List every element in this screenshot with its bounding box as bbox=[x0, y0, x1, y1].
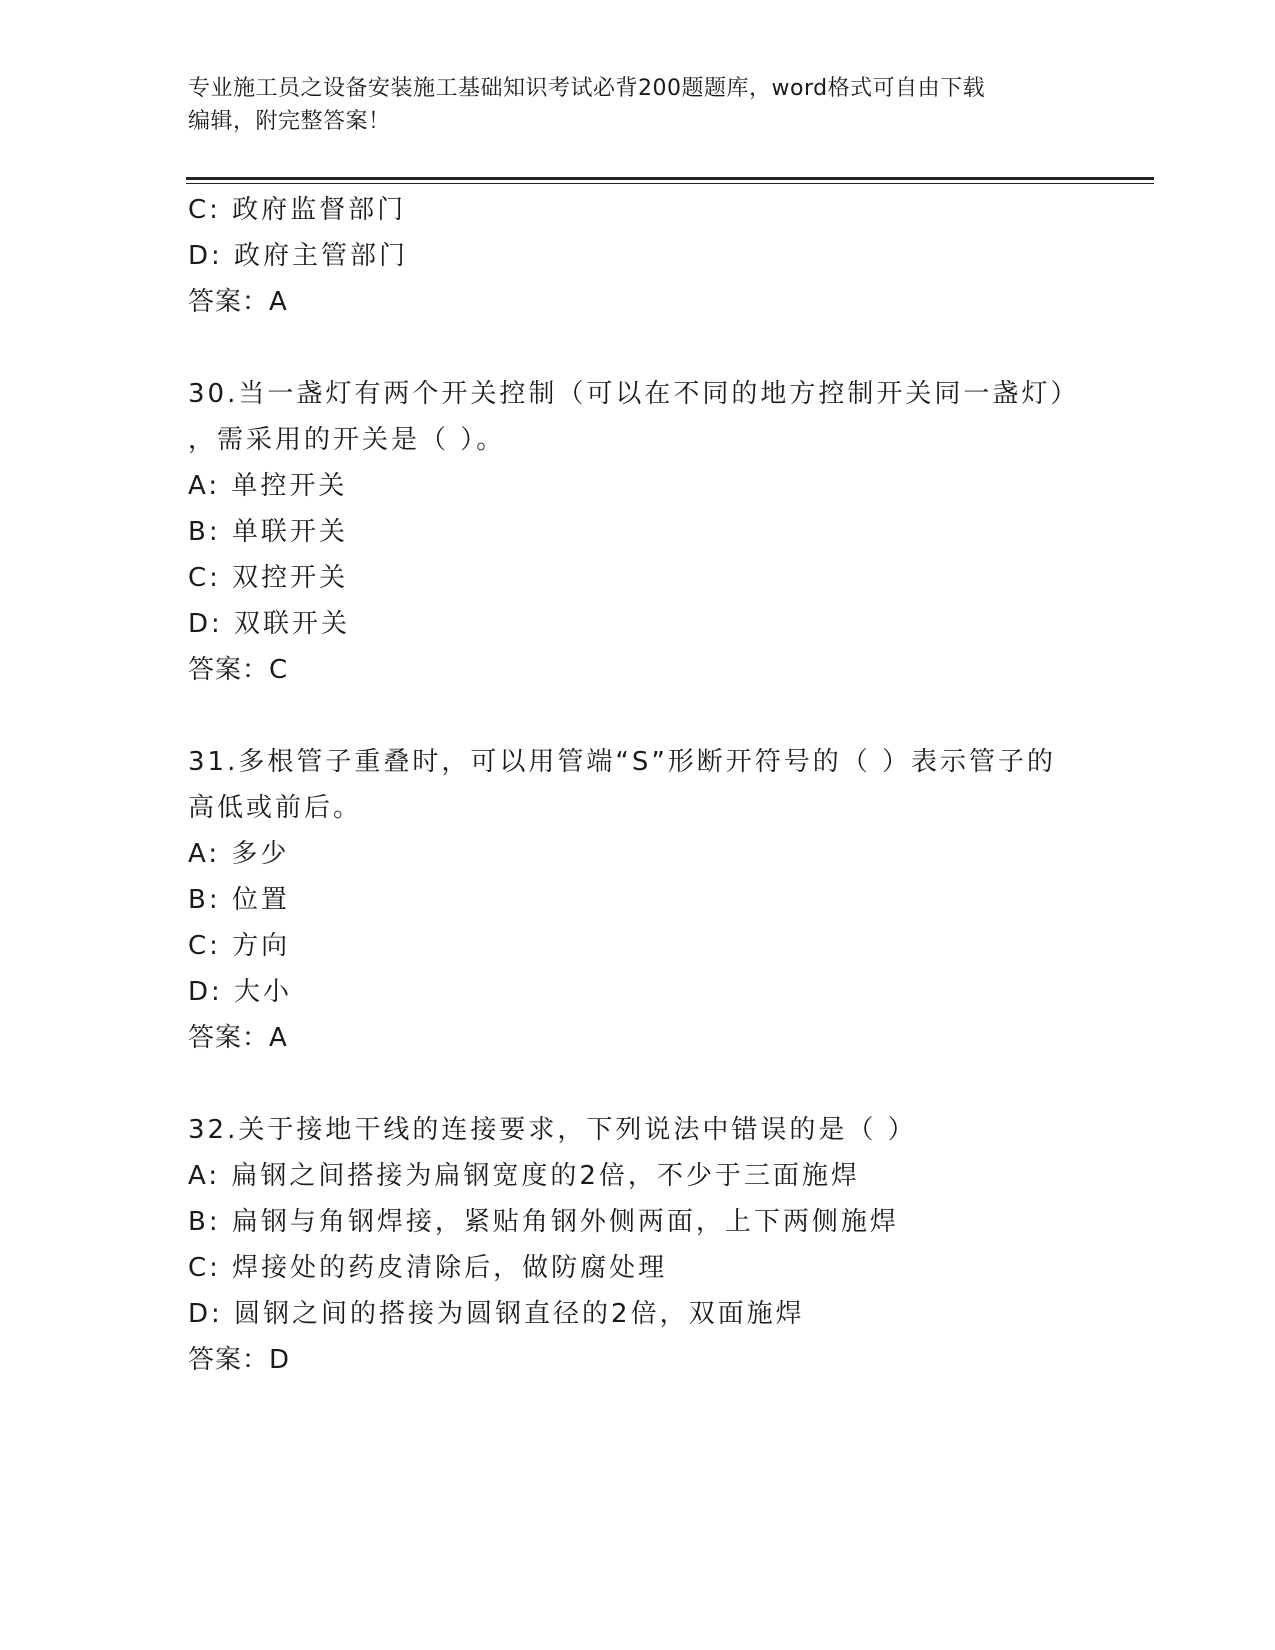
option-b: B: 扁钢与角钢焊接，紧贴角钢外侧两面，上下两侧施焊 bbox=[188, 1207, 899, 1237]
option-a: A: 扁钢之间搭接为扁钢宽度的2倍，不少于三面施焊 bbox=[188, 1161, 860, 1191]
header-line-2: 编辑，附完整答案！ bbox=[188, 109, 391, 134]
question-list bbox=[188, 187, 1148, 1383]
option-d: D: 双联开关 bbox=[188, 609, 351, 639]
question-text: 高低或前后。 bbox=[188, 793, 363, 823]
question-text: 31.多根管子重叠时，可以用管端“S”形断开符号的（ ）表示管子的 bbox=[188, 747, 1057, 777]
answer: 答案：A bbox=[188, 1023, 288, 1053]
answer: 答案：D bbox=[188, 1345, 291, 1375]
prev-question bbox=[188, 187, 1148, 325]
option-a: A: 多少 bbox=[188, 839, 290, 869]
question-30 bbox=[188, 371, 1148, 693]
answer: 答案：C bbox=[188, 655, 289, 685]
question-32 bbox=[188, 1107, 1148, 1383]
document-header bbox=[188, 72, 1088, 138]
option-b: B: 位置 bbox=[188, 885, 290, 915]
header-rule-thick bbox=[186, 177, 1154, 180]
option-a: A: 单控开关 bbox=[188, 471, 348, 501]
question-31 bbox=[188, 739, 1148, 1061]
option-c: C: 双控开关 bbox=[188, 563, 349, 593]
option-d: D: 大小 bbox=[188, 977, 293, 1007]
option-c: C: 焊接处的药皮清除后，做防腐处理 bbox=[188, 1253, 668, 1283]
option-b: B: 单联开关 bbox=[188, 517, 348, 547]
option-d: D: 圆钢之间的搭接为圆钢直径的2倍，双面施焊 bbox=[188, 1299, 805, 1329]
option-d: D: 政府主管部门 bbox=[188, 241, 409, 271]
header-rule-thin bbox=[186, 183, 1154, 184]
header-line-1: 专业施工员之设备安装施工基础知识考试必背200题题库，word格式可自由下载 bbox=[188, 76, 986, 101]
question-text: ，需采用的开关是（ ）。 bbox=[188, 425, 506, 455]
answer: 答案：A bbox=[188, 287, 288, 317]
option-c: C: 方向 bbox=[188, 931, 291, 961]
question-text: 32.关于接地干线的连接要求，下列说法中错误的是（ ） bbox=[188, 1115, 917, 1145]
question-text: 30.当一盏灯有两个开关控制（可以在不同的地方控制开关同一盏灯） bbox=[188, 379, 1080, 409]
option-c: C: 政府监督部门 bbox=[188, 195, 407, 225]
